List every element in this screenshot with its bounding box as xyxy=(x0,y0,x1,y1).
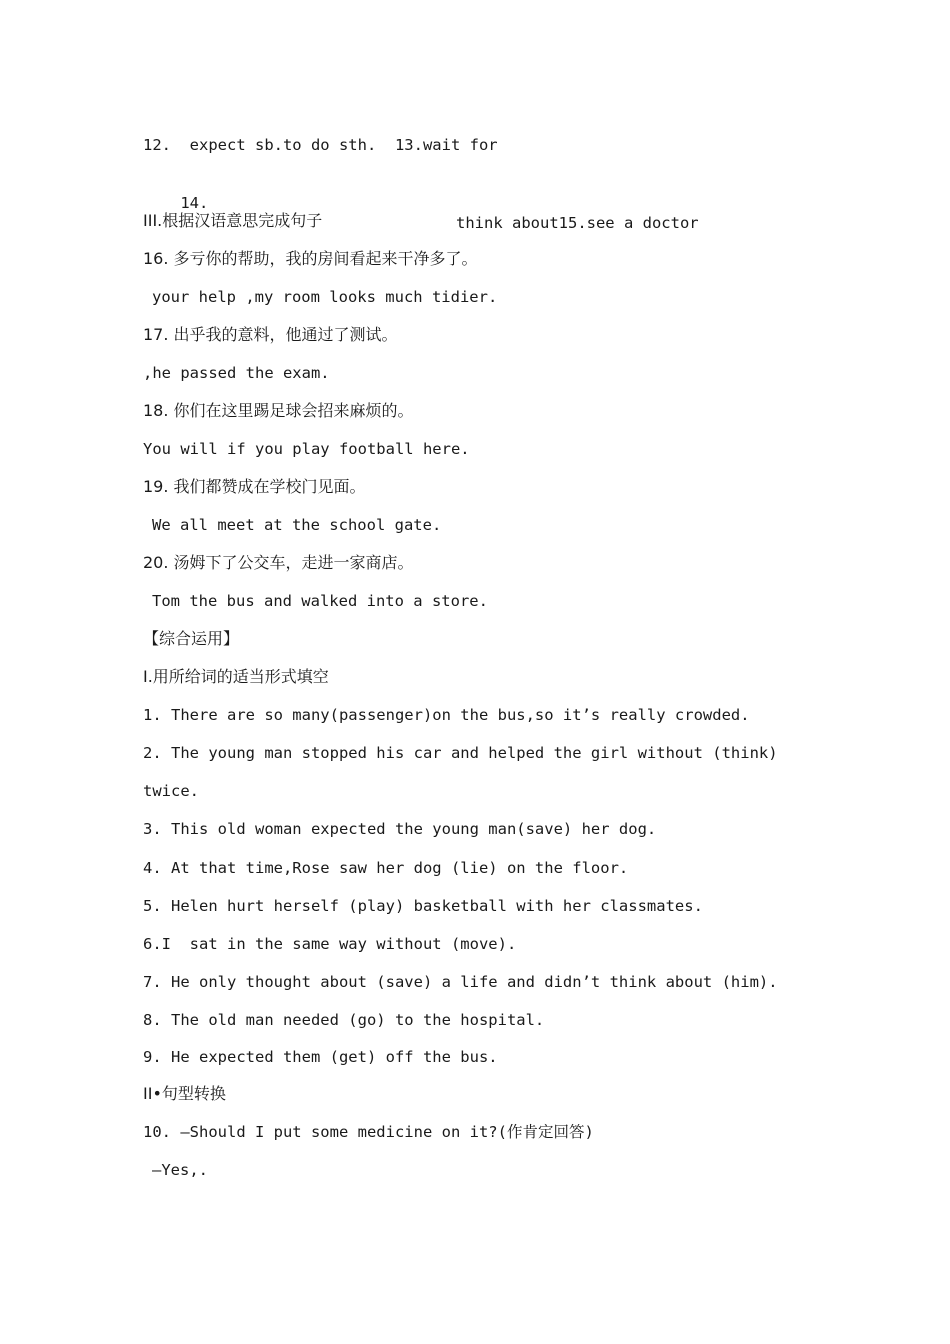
answer-16: your help ,my room looks much tidier. xyxy=(152,288,498,306)
answer-19: We all meet at the school gate. xyxy=(152,516,442,534)
question-10: 10. —Should I put some medicine on it?(作肯定回答) xyxy=(143,1123,594,1141)
answer-15-text: think about15.see a doctor xyxy=(456,214,699,232)
answer-line-12-13: 12. expect sb.to do sth. 13.wait for xyxy=(143,136,498,154)
section-title: 【综合运用】 xyxy=(143,629,240,648)
exercise-4: 4. At that time,Rose saw her dog (lie) on the floor. xyxy=(143,859,629,877)
question-20: 20. 汤姆下了公交车，走进一家商店。 xyxy=(143,553,414,572)
answer-18: You will if you play football here. xyxy=(143,440,470,458)
section-heading-iii: III.根据汉语意思完成句子 xyxy=(143,211,323,230)
answer-17: ,he passed the exam. xyxy=(143,364,330,382)
exercise-9: 9. He expected them (get) off the bus. xyxy=(143,1048,498,1066)
question-16: 16. 多亏你的帮助，我的房间看起来干净多了。 xyxy=(143,249,478,268)
exercise-2: 2. The young man stopped his car and helped the girl without (think) xyxy=(143,744,778,762)
question-18: 18. 你们在这里踢足球会招来麻烦的。 xyxy=(143,401,414,420)
answer-14-number: 14. xyxy=(180,194,209,212)
exercise-5: 5. Helen hurt herself (play) basketball with her classmates. xyxy=(143,897,703,915)
section-heading-ii: II•句型转换 xyxy=(143,1084,226,1103)
exercise-3: 3. This old woman expected the young man(save) her dog. xyxy=(143,820,657,838)
question-17: 17. 出乎我的意料，他通过了测试。 xyxy=(143,325,398,344)
answer-10: —Yes,. xyxy=(152,1161,208,1179)
question-19: 19. 我们都赞成在学校门见面。 xyxy=(143,477,366,496)
exercise-2-continued: twice. xyxy=(143,782,199,800)
exercise-6: 6.I sat in the same way without (move). xyxy=(143,935,517,953)
exercise-8: 8. The old man needed (go) to the hospital. xyxy=(143,1011,545,1029)
answer-20: Tom the bus and walked into a store. xyxy=(152,592,488,610)
section-heading-i: I.用所给词的适当形式填空 xyxy=(143,667,329,686)
exercise-7: 7. He only thought about (save) a life and didn’t think about (him). xyxy=(143,973,778,991)
exercise-1: 1. There are so many(passenger)on the bus,so it’s really crowded. xyxy=(143,706,750,724)
